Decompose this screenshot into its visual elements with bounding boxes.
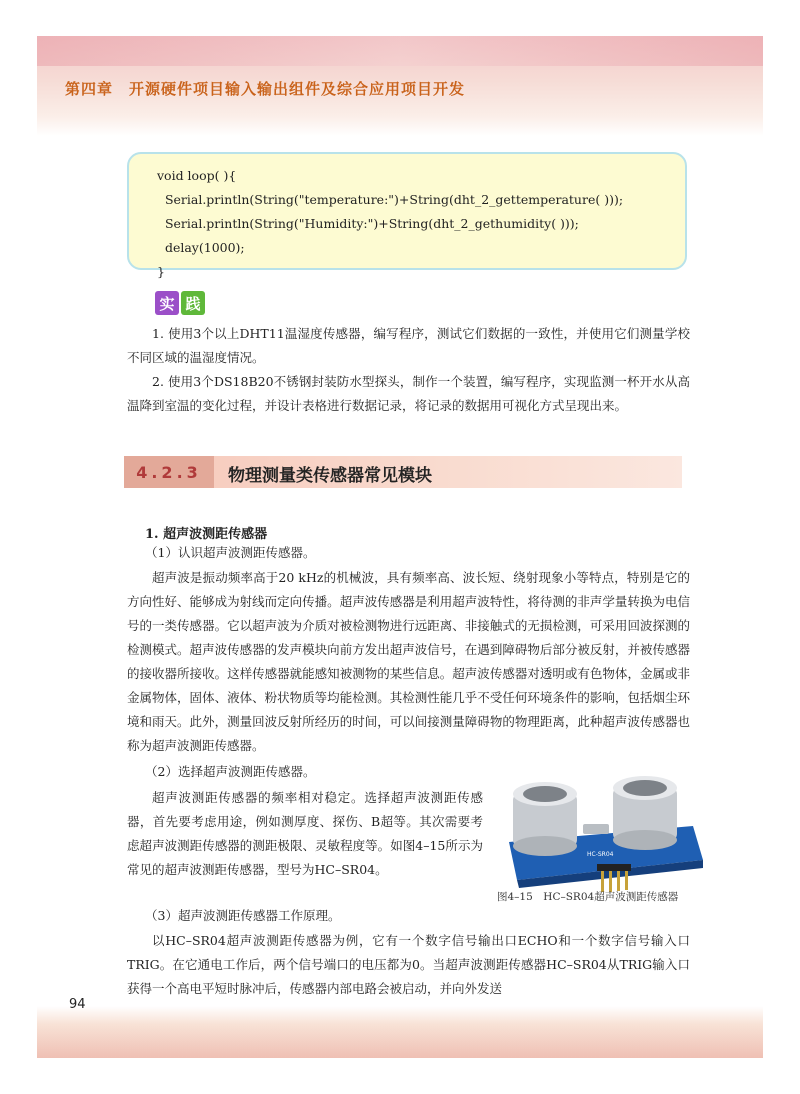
practice-item-2: 2. 使用3个DS18B20不锈钢封装防水型探头，制作一个装置，编写程序，实现监测一杯开水从高温降到室温的变化过程，并设计表格进行数据记录，将记录的数据用可视化方式呈现出来。 xyxy=(127,374,690,413)
step-heading-3: （3）超声波测距传感器工作原理。 xyxy=(145,908,341,923)
paragraph-selection: 超声波测距传感器的频率相对稳定。选择超声波测距传感器，首先要考虑用途，例如测厚度、探伤、B超等。其次需要考虑超声波测距传感器的测距极限、灵敏程度等。如图4–15所示为常见的超声波测距传感器，型号为HC–SR04。 xyxy=(127,790,483,877)
section-heading xyxy=(124,456,682,488)
practice-badge-char: 实 xyxy=(155,291,179,315)
chapter-title: 第四章 开源硬件项目输入输出组件及综合应用项目开发 xyxy=(65,80,466,98)
practice-item-1: 1. 使用3个以上DHT11温湿度传感器，编写程序，测试它们数据的一致性，并使用它们测量学校不同区域的温湿度情况。 xyxy=(127,326,690,365)
step-heading-2: （2）选择超声波测距传感器。 xyxy=(145,764,316,779)
section-title: 物理测量类传感器常见模块 xyxy=(228,466,432,486)
code-line: Serial.println(String("temperature:")+String(dht_2_gettemperature( ))); xyxy=(157,192,624,207)
practice-badge xyxy=(155,291,205,315)
code-line: void loop( ){ xyxy=(157,168,237,183)
code-line: Serial.println(String("Humidity:")+String(dht_2_gethumidity( ))); xyxy=(157,216,579,231)
subsection-heading: 1. 超声波测距传感器 xyxy=(145,527,268,542)
textbook-page xyxy=(37,36,763,1058)
section-number: 4.2.3 xyxy=(124,456,214,488)
paragraph-ultrasonic-intro: 超声波是振动频率高于20 kHz的机械波，具有频率高、波长短、绕射现象小等特点，特别是它的方向性好、能够成为射线而定向传播。超声波传感器是利用超声波特性，将待测的非声学量转换为电信号的一类传感器。它以超声波为介质对被检测物进行远距离、非接触式的无损检测，可采用回波探测的检测模式。超声波传感器的发声模块向前方发出超声波信号，在遇到障碍物后部分被反射，并被传感器的接收器所接收。这样传感器就能感知被测物的某些信息。超声波传感器对透明或有色物体，金属或非金属物体，固体、液体、粉状物质等均能检测。其检测性能几乎不受任何环境条件的影响，包括烟尘环境和雨天。此外，测量回波反射所经历的时间，可以间接测量障碍物的物理距离，此种超声波传感器也称为超声波测距传感器。 xyxy=(127,570,690,753)
paragraph-working-principle: 以HC–SR04超声波测距传感器为例，它有一个数字信号输出口ECHO和一个数字信号输入口TRIG。在它通电工作后，两个信号端口的电压都为0。当超声波测距传感器HC–SR04从TRIG输入口获得一个高电平短时脉冲后，传感器内部电路会被启动，并向外发送 xyxy=(127,933,690,996)
page-number: 94 xyxy=(69,997,86,1012)
hc-sr04-photo xyxy=(503,764,707,896)
code-line: } xyxy=(157,264,165,279)
footer-band xyxy=(37,1006,763,1058)
code-block xyxy=(127,152,687,279)
figure-caption: 图4–15 HC–SR04超声波测距传感器 xyxy=(497,891,679,903)
practice-badge-char: 践 xyxy=(181,291,205,315)
step-heading-1: （1）认识超声波测距传感器。 xyxy=(145,545,316,560)
code-line: delay(1000); xyxy=(157,240,245,255)
board-label: HC-SR04 xyxy=(587,851,614,858)
